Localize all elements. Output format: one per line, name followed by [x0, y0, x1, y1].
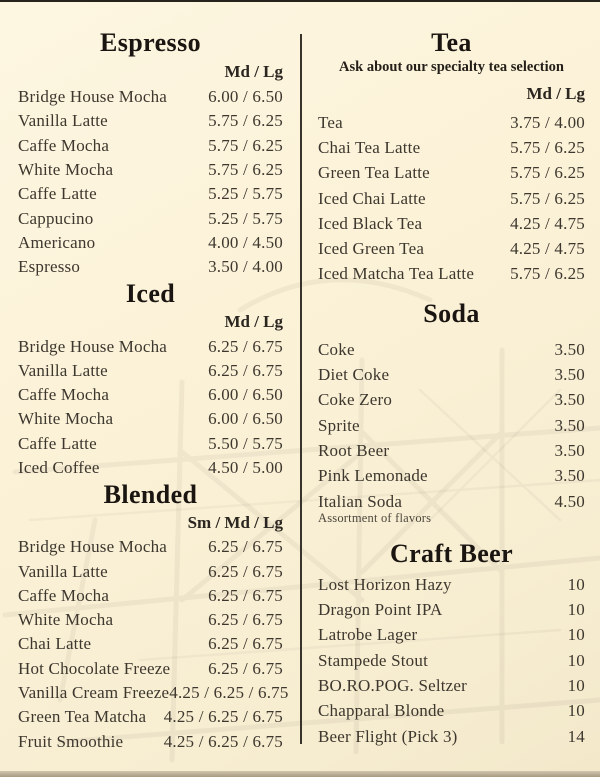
menu-item-row [18, 730, 283, 754]
item-price: 5.75 / 6.25 [208, 111, 283, 131]
item-name: Fruit Smoothie [18, 731, 124, 751]
section-tea-list [318, 110, 585, 287]
item-price: 5.25 / 5.75 [208, 184, 283, 204]
item-name: Diet Coke [318, 365, 390, 385]
item-name: Chai Latte [18, 634, 92, 654]
menu-item-row [318, 211, 585, 236]
menu-item-row [318, 362, 585, 387]
menu-item-row [318, 236, 585, 261]
item-note: Assortment of flavors [318, 511, 432, 526]
item-name: Cappucino [18, 208, 94, 228]
item-price: 3.50 [554, 390, 585, 410]
item-name: Tea [318, 112, 343, 132]
item-name: Latrobe Lager [318, 625, 418, 645]
section-title-blended: Blended [103, 480, 198, 510]
item-price: 6.25 / 6.75 [208, 610, 283, 630]
item-name: Vanilla Cream Freeze [18, 683, 170, 703]
item-price: 6.25 / 6.75 [208, 585, 283, 605]
menu-item-row [18, 109, 283, 133]
left-column [0, 0, 300, 754]
menu-item-row [18, 535, 283, 559]
item-price: 5.75 / 6.25 [510, 137, 585, 157]
item-price: 4.00 / 4.50 [208, 232, 283, 252]
section-espresso-list [18, 85, 283, 279]
item-price: 5.75 / 6.25 [208, 160, 283, 180]
item-name: Root Beer [318, 440, 390, 460]
item-price: 6.25 / 6.75 [208, 360, 283, 380]
size-header: Md / Lg [224, 62, 283, 81]
section-blended-list [18, 535, 289, 754]
item-price: 10 [567, 650, 585, 670]
menu-item-row [18, 608, 283, 632]
menu-item-row [318, 262, 585, 287]
size-header: Sm / Md / Lg [187, 513, 283, 533]
tea-subtitle: Ask about our specialty tea selection [339, 59, 564, 75]
section-title-iced: Iced [125, 279, 176, 309]
item-name: Bridge House Mocha [18, 537, 168, 557]
item-price: 3.50 / 4.00 [208, 257, 283, 277]
menu-item-row [18, 231, 283, 255]
menu-item-row [318, 673, 585, 698]
item-name: White Mocha [18, 409, 114, 429]
item-name: Coke [318, 339, 355, 359]
item-price: 6.25 / 6.75 [208, 336, 283, 356]
item-price: 6.25 / 6.75 [208, 658, 283, 678]
item-name: Pink Lemonade [318, 466, 428, 486]
item-name: Vanilla Latte [18, 561, 108, 581]
menu-item-row [18, 407, 283, 431]
item-price: 6.00 / 6.50 [208, 87, 283, 107]
menu-item-row [318, 438, 585, 463]
menu-item-row [18, 134, 283, 158]
item-name: Beer Flight (Pick 3) [318, 726, 458, 746]
menu-item-row [18, 359, 283, 383]
item-price: 4.25 / 4.75 [510, 213, 585, 233]
item-name: Iced Black Tea [318, 213, 423, 233]
bottom-edge [0, 771, 600, 777]
menu-item-row [18, 206, 283, 230]
item-name: Hot Chocolate Freeze [18, 658, 171, 678]
item-name: Vanilla Latte [18, 360, 108, 380]
item-price: 3.50 [554, 466, 585, 486]
section-title-tea: Tea [431, 28, 472, 57]
menu-item-row [18, 432, 283, 456]
item-price: 6.00 / 6.50 [208, 409, 283, 429]
menu-item-row [18, 456, 283, 480]
menu-item-row [18, 657, 283, 681]
menu-item-row [18, 632, 283, 656]
item-price: 4.50 / 5.00 [208, 458, 283, 477]
menu-item-row [18, 681, 289, 705]
menu-item-row [318, 110, 585, 135]
item-price: 5.75 / 6.25 [510, 264, 585, 284]
item-price: 6.00 / 6.50 [208, 385, 283, 405]
section-title-craft-beer: Craft Beer [389, 539, 514, 569]
item-price: 5.75 / 6.25 [510, 163, 585, 183]
menu-item-row [318, 699, 585, 724]
item-name: Caffe Mocha [18, 385, 110, 405]
item-price: 3.75 / 4.00 [510, 112, 585, 132]
item-name: Iced Chai Latte [318, 188, 426, 208]
item-price: 3.50 [554, 339, 585, 359]
section-craft-beer-list [318, 572, 585, 749]
item-price: 4.25 / 6.25 / 6.75 [163, 707, 283, 727]
item-name: Caffe Mocha [18, 135, 110, 155]
item-name: Iced Green Tea [318, 239, 425, 259]
menu-item-row [18, 182, 283, 206]
menu-item-row [18, 584, 283, 608]
item-name: Sprite [318, 415, 360, 435]
section-iced-list [18, 334, 283, 480]
menu-item-row [18, 158, 283, 182]
menu-item-row [18, 559, 283, 583]
menu-item-row [18, 334, 283, 358]
item-price: 4.25 / 4.75 [510, 239, 585, 259]
item-price: 10 [567, 600, 585, 620]
item-price: 5.50 / 5.75 [208, 433, 283, 453]
item-name: Bridge House Mocha [18, 87, 168, 107]
item-name: Dragon Point IPA [318, 600, 443, 620]
item-name: Caffe Latte [18, 184, 97, 204]
item-price: 6.25 / 6.75 [208, 561, 283, 581]
menu-item-row [318, 597, 585, 622]
menu-item-row [18, 705, 283, 729]
item-price: 4.25 / 6.25 / 6.75 [163, 731, 283, 751]
item-name: Chapparal Blonde [318, 701, 445, 721]
item-price: 6.25 / 6.75 [208, 537, 283, 557]
menu-item-row [318, 337, 585, 362]
item-name: White Mocha [18, 610, 114, 630]
section-title-espresso: Espresso [100, 28, 201, 57]
item-name: Espresso [18, 257, 81, 277]
item-price: 10 [567, 675, 585, 695]
item-name: Italian Soda [318, 491, 403, 511]
item-name: Green Tea Matcha [18, 707, 147, 727]
item-name: Coke Zero [318, 390, 393, 410]
item-price: 3.50 [554, 440, 585, 460]
item-name: BO.RO.POG. Seltzer [318, 675, 468, 695]
item-name: Green Tea Latte [318, 163, 430, 183]
item-price: 10 [567, 701, 585, 721]
menu-item-row [318, 464, 585, 489]
item-name: Bridge House Mocha [18, 336, 168, 356]
menu-item-row [18, 85, 283, 109]
item-price: 5.75 / 6.25 [208, 135, 283, 155]
menu-item-row [318, 648, 585, 673]
item-price: 10 [567, 574, 585, 594]
menu-item-row [318, 724, 585, 749]
item-price: 3.50 [554, 365, 585, 385]
size-header: Md / Lg [224, 312, 283, 332]
section-title-soda: Soda [423, 299, 480, 329]
right-column [302, 0, 600, 749]
item-name: Stampede Stout [318, 650, 428, 670]
item-price: 10 [567, 625, 585, 645]
item-price: 3.50 [554, 415, 585, 435]
menu-item-row [318, 623, 585, 648]
item-price: 4.25 / 6.25 / 6.75 [169, 683, 289, 703]
item-price: 6.25 / 6.75 [208, 634, 283, 654]
menu-item-row [318, 572, 585, 597]
item-name: Lost Horizon Hazy [318, 574, 452, 594]
item-name: Chai Tea Latte [318, 137, 421, 157]
item-price: 4.50 [554, 491, 585, 511]
item-name: Vanilla Latte [18, 111, 108, 131]
menu-item-row [318, 413, 585, 438]
item-name: Iced Matcha Tea Latte [318, 264, 475, 284]
menu-item-row [318, 489, 585, 525]
menu-item-row [318, 161, 585, 186]
item-name: Iced Coffee [18, 458, 100, 477]
item-name: Caffe Latte [18, 433, 97, 453]
item-name: Caffe Mocha [18, 585, 110, 605]
item-name: Americano [18, 232, 96, 252]
menu-item-row [318, 186, 585, 211]
menu-item-row [18, 255, 283, 279]
menu-item-row [318, 135, 585, 160]
menu-item-row [18, 383, 283, 407]
item-price: 5.25 / 5.75 [208, 208, 283, 228]
section-soda-list [318, 337, 585, 525]
item-price: 5.75 / 6.25 [510, 188, 585, 208]
size-header: Md / Lg [526, 84, 585, 103]
item-price: 14 [567, 726, 585, 746]
item-name: White Mocha [18, 160, 114, 180]
menu-item-row [318, 388, 585, 413]
